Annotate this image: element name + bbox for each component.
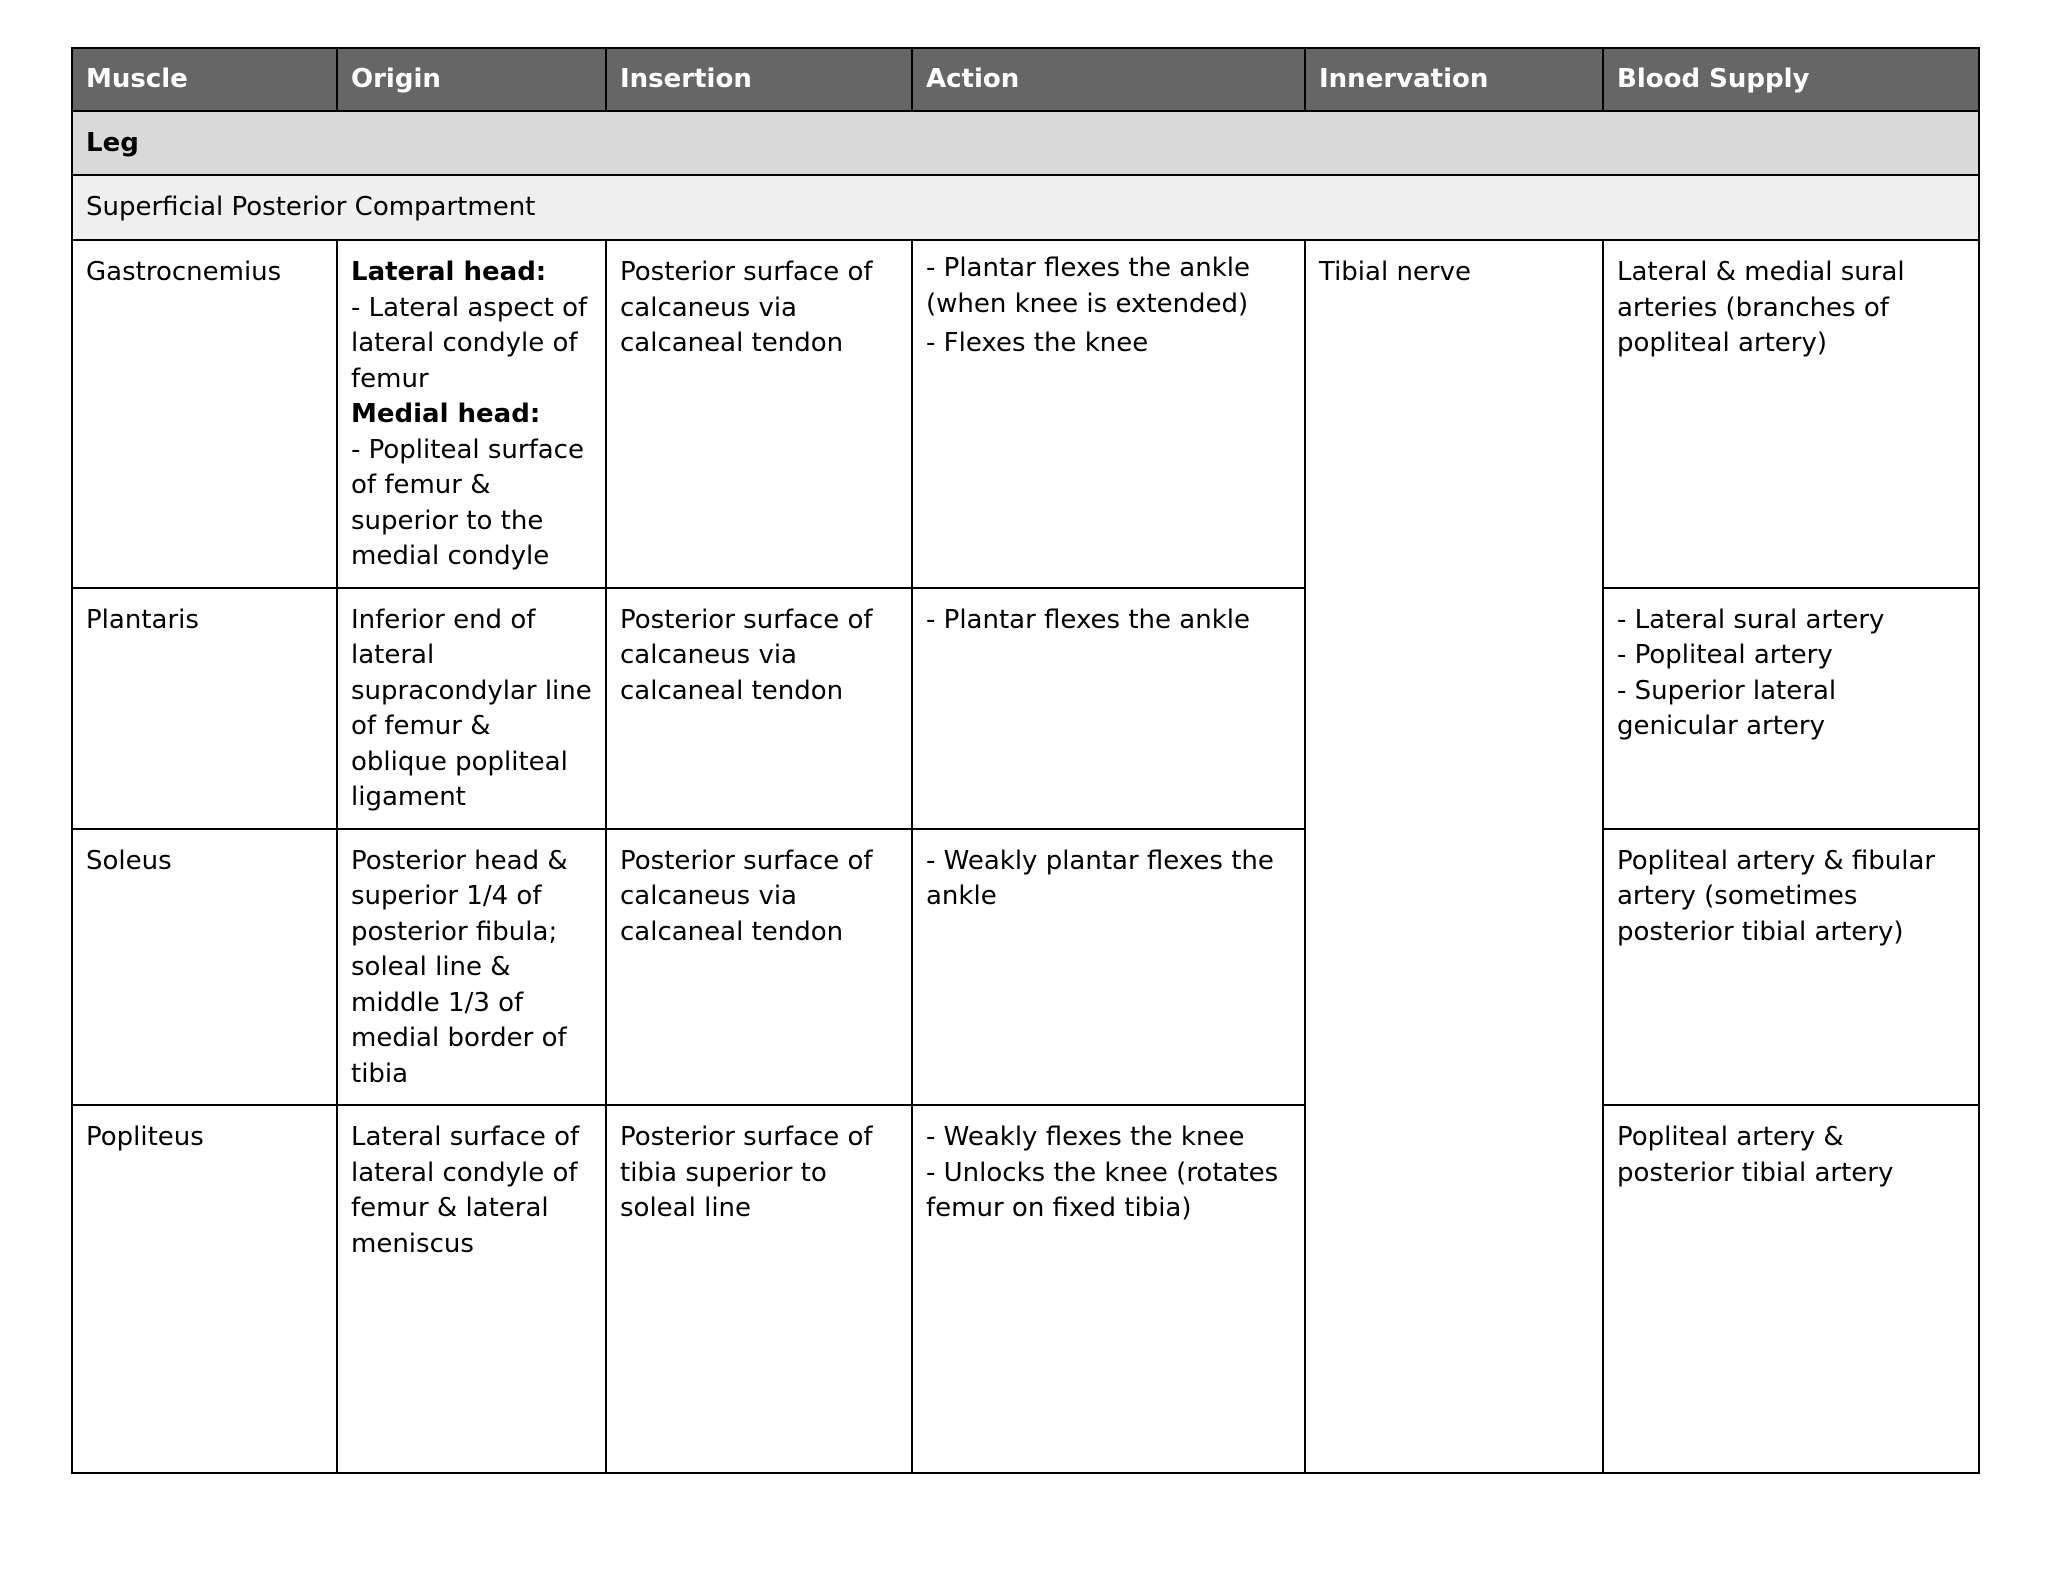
- insertion-cell: Posterior surface of calcaneus via calcaneal tendon: [606, 588, 912, 829]
- table-row: [72, 588, 1979, 829]
- region-row: [72, 111, 1979, 175]
- compartment-row: [72, 175, 1979, 240]
- muscle-name: Gastrocnemius: [72, 240, 337, 588]
- table-row: [72, 1105, 1979, 1473]
- action-item: - Weakly flexes the knee: [926, 1122, 1245, 1152]
- action-item: - Unlocks the knee (rotates femur on fixed tibia): [926, 1157, 1279, 1223]
- header-origin: Origin: [337, 48, 606, 111]
- action-item: - Plantar flexes the ankle: [926, 604, 1250, 635]
- header-insertion: Insertion: [606, 48, 912, 111]
- blood-supply-cell: [1603, 1105, 1979, 1473]
- action-cell: [912, 829, 1305, 1106]
- table-row: [72, 240, 1979, 588]
- table-row: [72, 829, 1979, 1106]
- lateral-head-text: - Lateral aspect of lateral condyle of femur: [351, 292, 588, 394]
- table-body: [72, 111, 1979, 1473]
- header-row: [72, 48, 1979, 111]
- medial-head-label: Medial head:: [351, 399, 541, 429]
- header-blood-supply: Blood Supply: [1603, 48, 1979, 111]
- innervation-cell: Tibial nerve: [1305, 240, 1603, 1473]
- insertion-cell: Posterior surface of tibia superior to soleal line: [606, 1105, 912, 1473]
- header-innervation: Innervation: [1305, 48, 1603, 111]
- origin-cell: Posterior head & superior 1/4 of posterior fibula; soleal line & middle 1/3 of medial border of tibia: [337, 829, 606, 1106]
- blood-supply-cell: [1603, 240, 1979, 588]
- region-label: Leg: [72, 111, 1979, 175]
- action-item: - Weakly plantar flexes the ankle: [926, 845, 1274, 911]
- blood-supply-item: Lateral & medial sural arteries (branches of popliteal artery): [1617, 257, 1905, 358]
- insertion-cell: Posterior surface of calcaneus via calcaneal tendon: [606, 829, 912, 1106]
- lateral-head-label: Lateral head:: [351, 257, 547, 287]
- medial-head-text: - Popliteal surface of femur & superior to the medial condyle: [351, 434, 584, 571]
- header-action: Action: [912, 48, 1305, 111]
- origin-cell: Inferior end of lateral supracondylar line of femur & oblique popliteal ligament: [337, 588, 606, 829]
- muscle-name: Soleus: [72, 829, 337, 1106]
- blood-supply-cell: [1603, 829, 1979, 1106]
- blood-supply-item: - Popliteal artery: [1617, 640, 1833, 670]
- muscle-name: Plantaris: [72, 588, 337, 829]
- action-cell: [912, 588, 1305, 829]
- insertion-cell: Posterior surface of calcaneus via calcaneal tendon: [606, 240, 912, 588]
- compartment-label: Superficial Posterior Compartment: [72, 175, 1979, 240]
- table-header: [72, 48, 1979, 111]
- blood-supply-item: Popliteal artery & posterior tibial artery: [1617, 1122, 1894, 1188]
- header-muscle: Muscle: [72, 48, 337, 111]
- muscle-name: Popliteus: [72, 1105, 337, 1473]
- origin-cell: Lateral surface of lateral condyle of femur & lateral meniscus: [337, 1105, 606, 1473]
- action-item: - Flexes the knee: [926, 328, 1149, 358]
- origin-cell: [337, 240, 606, 588]
- blood-supply-cell: [1603, 588, 1979, 829]
- blood-supply-item: - Superior lateral genicular artery: [1617, 675, 1837, 741]
- action-cell: [912, 1105, 1305, 1473]
- blood-supply-item: - Lateral sural artery: [1617, 604, 1885, 635]
- blood-supply-item: Popliteal artery & fibular artery (sometimes posterior tibial artery): [1617, 845, 1936, 947]
- action-item: - Plantar flexes the ankle (when knee is extended): [926, 253, 1250, 319]
- muscle-table: [71, 47, 1980, 1474]
- action-cell: [912, 240, 1305, 588]
